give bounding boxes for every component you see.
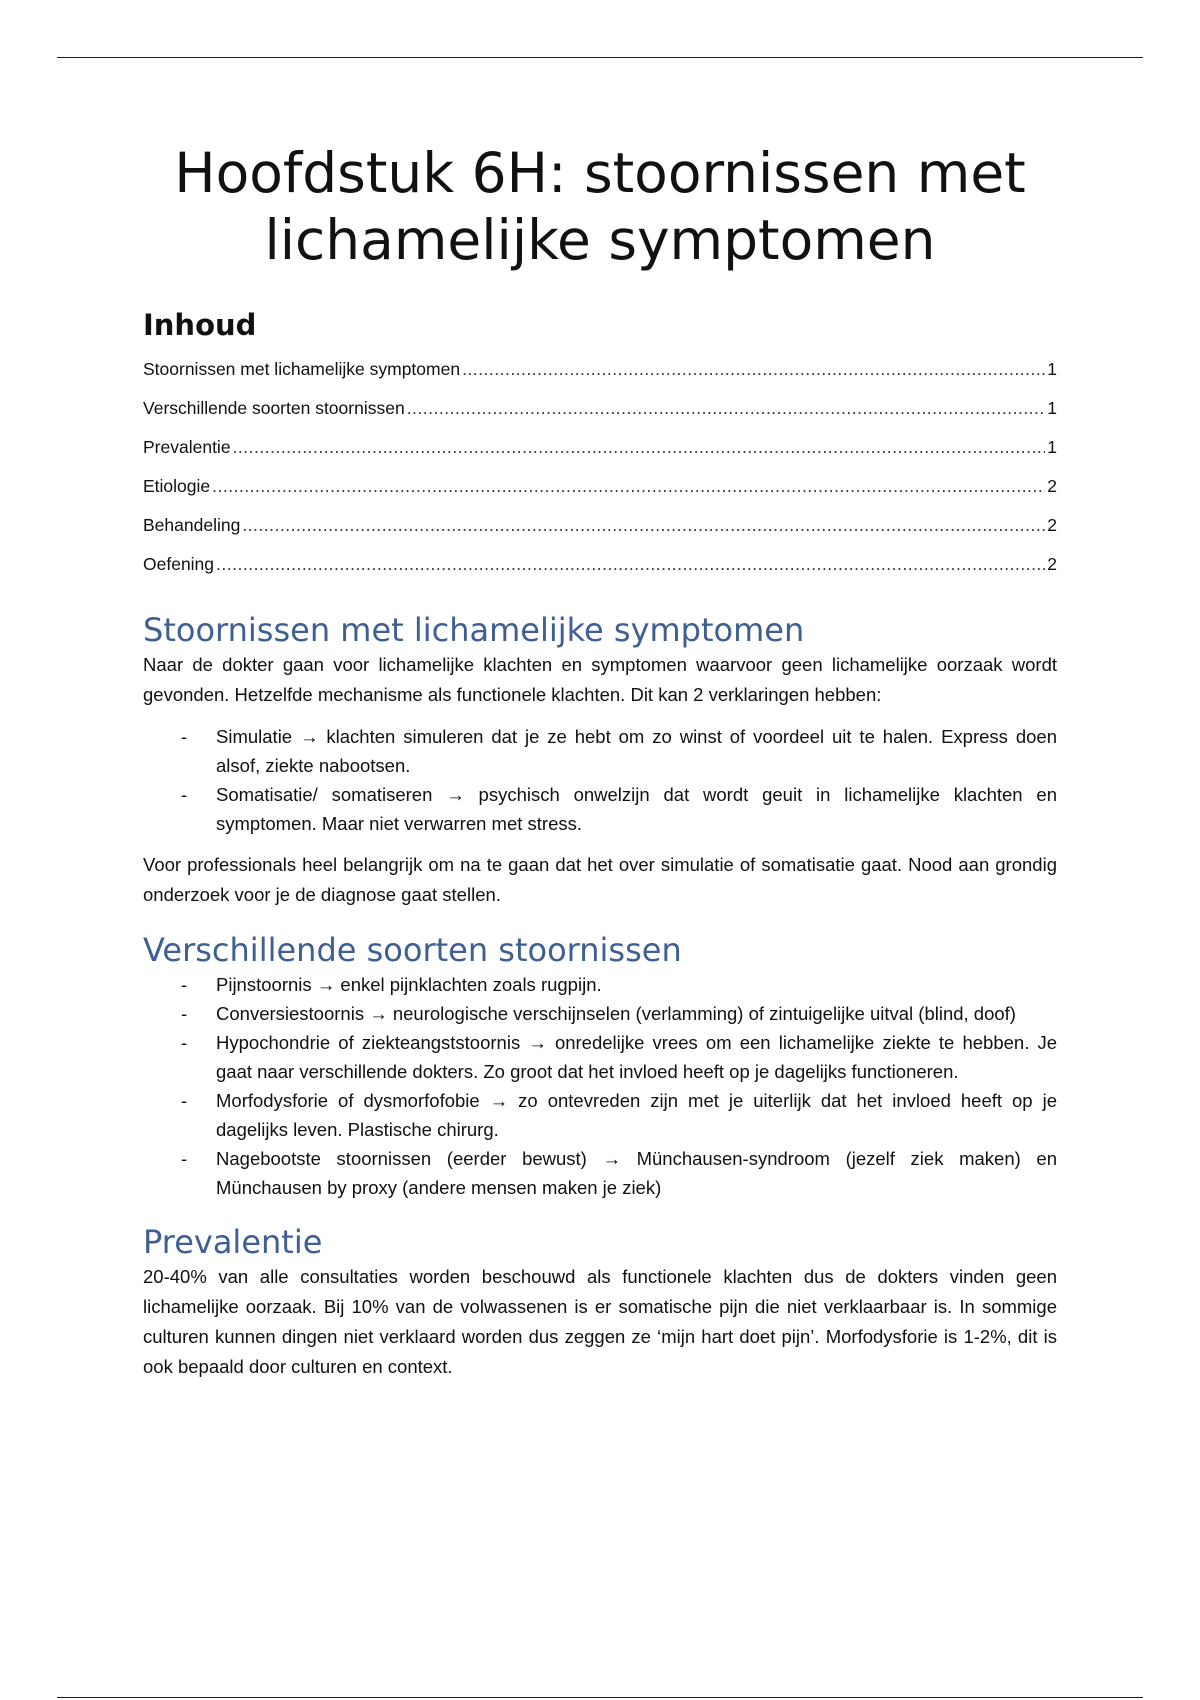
toc-entry-label: Oefening	[143, 554, 215, 574]
section-paragraph: Voor professionals heel belangrijk om na te gaan dat het over simulatie of somatisatie gaat. Nood aan grondig onderzoek voor je de diagnose gaat stellen.	[143, 854, 1057, 905]
list-item-text: Pijnstoornis → enkel pijnklachten zoals rugpijn.	[216, 974, 602, 995]
toc-dot-leader	[462, 356, 1045, 382]
toc-entry-label: Etiologie	[143, 476, 211, 496]
bullet-marker: -	[181, 1148, 188, 1169]
table-of-contents	[143, 356, 1057, 590]
toc-entry[interactable]	[143, 395, 1057, 434]
toc-entry-page: 1	[1047, 398, 1057, 418]
bullet-marker: -	[181, 784, 188, 805]
bullet-marker: -	[181, 1003, 188, 1024]
section-paragraph: 20-40% van alle consultaties worden beschouwd als functionele klachten dus de dokters vinden geen lichamelijke oorzaak. Bij 10% van de volwassenen is er somatische pijn die niet verklaarbaar is. In sommige culturen kunnen dingen niet verklaard worden dus zeggen ze ‘mijn hart doet pijn’. Morfodysforie is 1-2%, dit is ook bepaald door culturen en context.	[143, 1266, 1057, 1377]
document-title	[143, 140, 1057, 274]
toc-entry-page: 1	[1047, 437, 1057, 457]
toc-entry[interactable]	[143, 512, 1057, 551]
list-item	[143, 1028, 1057, 1086]
bullet-marker: -	[181, 1032, 188, 1053]
toc-entry-page: 2	[1047, 515, 1057, 535]
list-item-text: Morfodysforie of dysmorfofobie → zo ontevreden zijn met je uiterlijk dat het invloed heeft op je dagelijks leven. Plastische chirurg.	[216, 1090, 1057, 1140]
title-line-1: Hoofdstuk 6H: stoornissen met	[174, 141, 1026, 205]
toc-entry-label: Behandeling	[143, 515, 241, 535]
toc-entry-label: Verschillende soorten stoornissen	[143, 398, 405, 418]
toc-dot-leader	[216, 551, 1045, 577]
toc-entry[interactable]	[143, 434, 1057, 473]
document-page	[143, 140, 1057, 1382]
toc-dot-leader	[212, 473, 1045, 499]
list-item	[143, 970, 1057, 999]
toc-entry[interactable]	[143, 473, 1057, 512]
bullet-marker: -	[181, 1090, 188, 1111]
bullet-list	[143, 970, 1057, 1202]
list-item	[143, 1144, 1057, 1202]
list-item	[143, 999, 1057, 1028]
list-item	[143, 1086, 1057, 1144]
list-item-text: Somatisatie/ somatiseren → psychisch onwelzijn dat wordt geuit in lichamelijke klachten en symptomen. Maar niet verwarren met stress.	[216, 784, 1057, 834]
section-paragraph: Naar de dokter gaan voor lichamelijke klachten en symptomen waarvoor geen lichamelijke oorzaak wordt gevonden. Hetzelfde mechanisme als functionele klachten. Dit kan 2 verklaringen hebben:	[143, 654, 1057, 705]
list-item	[143, 722, 1057, 780]
section-heading-soorten: Verschillende soorten stoornissen	[143, 931, 682, 969]
list-item-text: Hypochondrie of ziekteangststoornis → onredelijke vrees om een lichamelijke ziekte te hebben. Je gaat naar verschillende dokters. Zo groot dat het invloed heeft op je dagelijks functioneren.	[216, 1032, 1057, 1082]
bullet-marker: -	[181, 726, 188, 747]
list-item-text: Conversiestoornis → neurologische verschijnselen (verlamming) of zintuigelijke uitval (blind, doof)	[216, 1003, 1016, 1024]
toc-entry[interactable]	[143, 551, 1057, 590]
toc-entry-page: 1	[1047, 359, 1057, 379]
bullet-marker: -	[181, 974, 188, 995]
bullet-list	[143, 722, 1057, 838]
footer-rule	[57, 1697, 1143, 1698]
toc-dot-leader	[407, 395, 1046, 421]
header-rule	[57, 57, 1143, 58]
toc-entry[interactable]	[143, 356, 1057, 395]
toc-entry-page: 2	[1047, 476, 1057, 496]
title-line-2: lichamelijke symptomen	[264, 208, 936, 272]
toc-entry-label: Prevalentie	[143, 437, 231, 457]
section-heading-symptomen: Stoornissen met lichamelijke symptomen	[143, 611, 805, 649]
toc-dot-leader	[233, 434, 1046, 460]
toc-dot-leader	[242, 512, 1045, 538]
section-heading-prevalentie: Prevalentie	[143, 1223, 323, 1261]
list-item-text: Simulatie → klachten simuleren dat je ze hebt om zo winst of voordeel uit te halen. Express doen alsof, ziekte nabootsen.	[216, 726, 1057, 776]
toc-entry-label: Stoornissen met lichamelijke symptomen	[143, 359, 461, 379]
toc-entry-page: 2	[1047, 554, 1057, 574]
list-item-text: Nagebootste stoornissen (eerder bewust) → Münchausen-syndroom (jezelf ziek maken) en Münchausen by proxy (andere mensen maken je ziek)	[216, 1148, 1057, 1198]
list-item	[143, 780, 1057, 838]
toc-heading: Inhoud	[143, 308, 257, 342]
